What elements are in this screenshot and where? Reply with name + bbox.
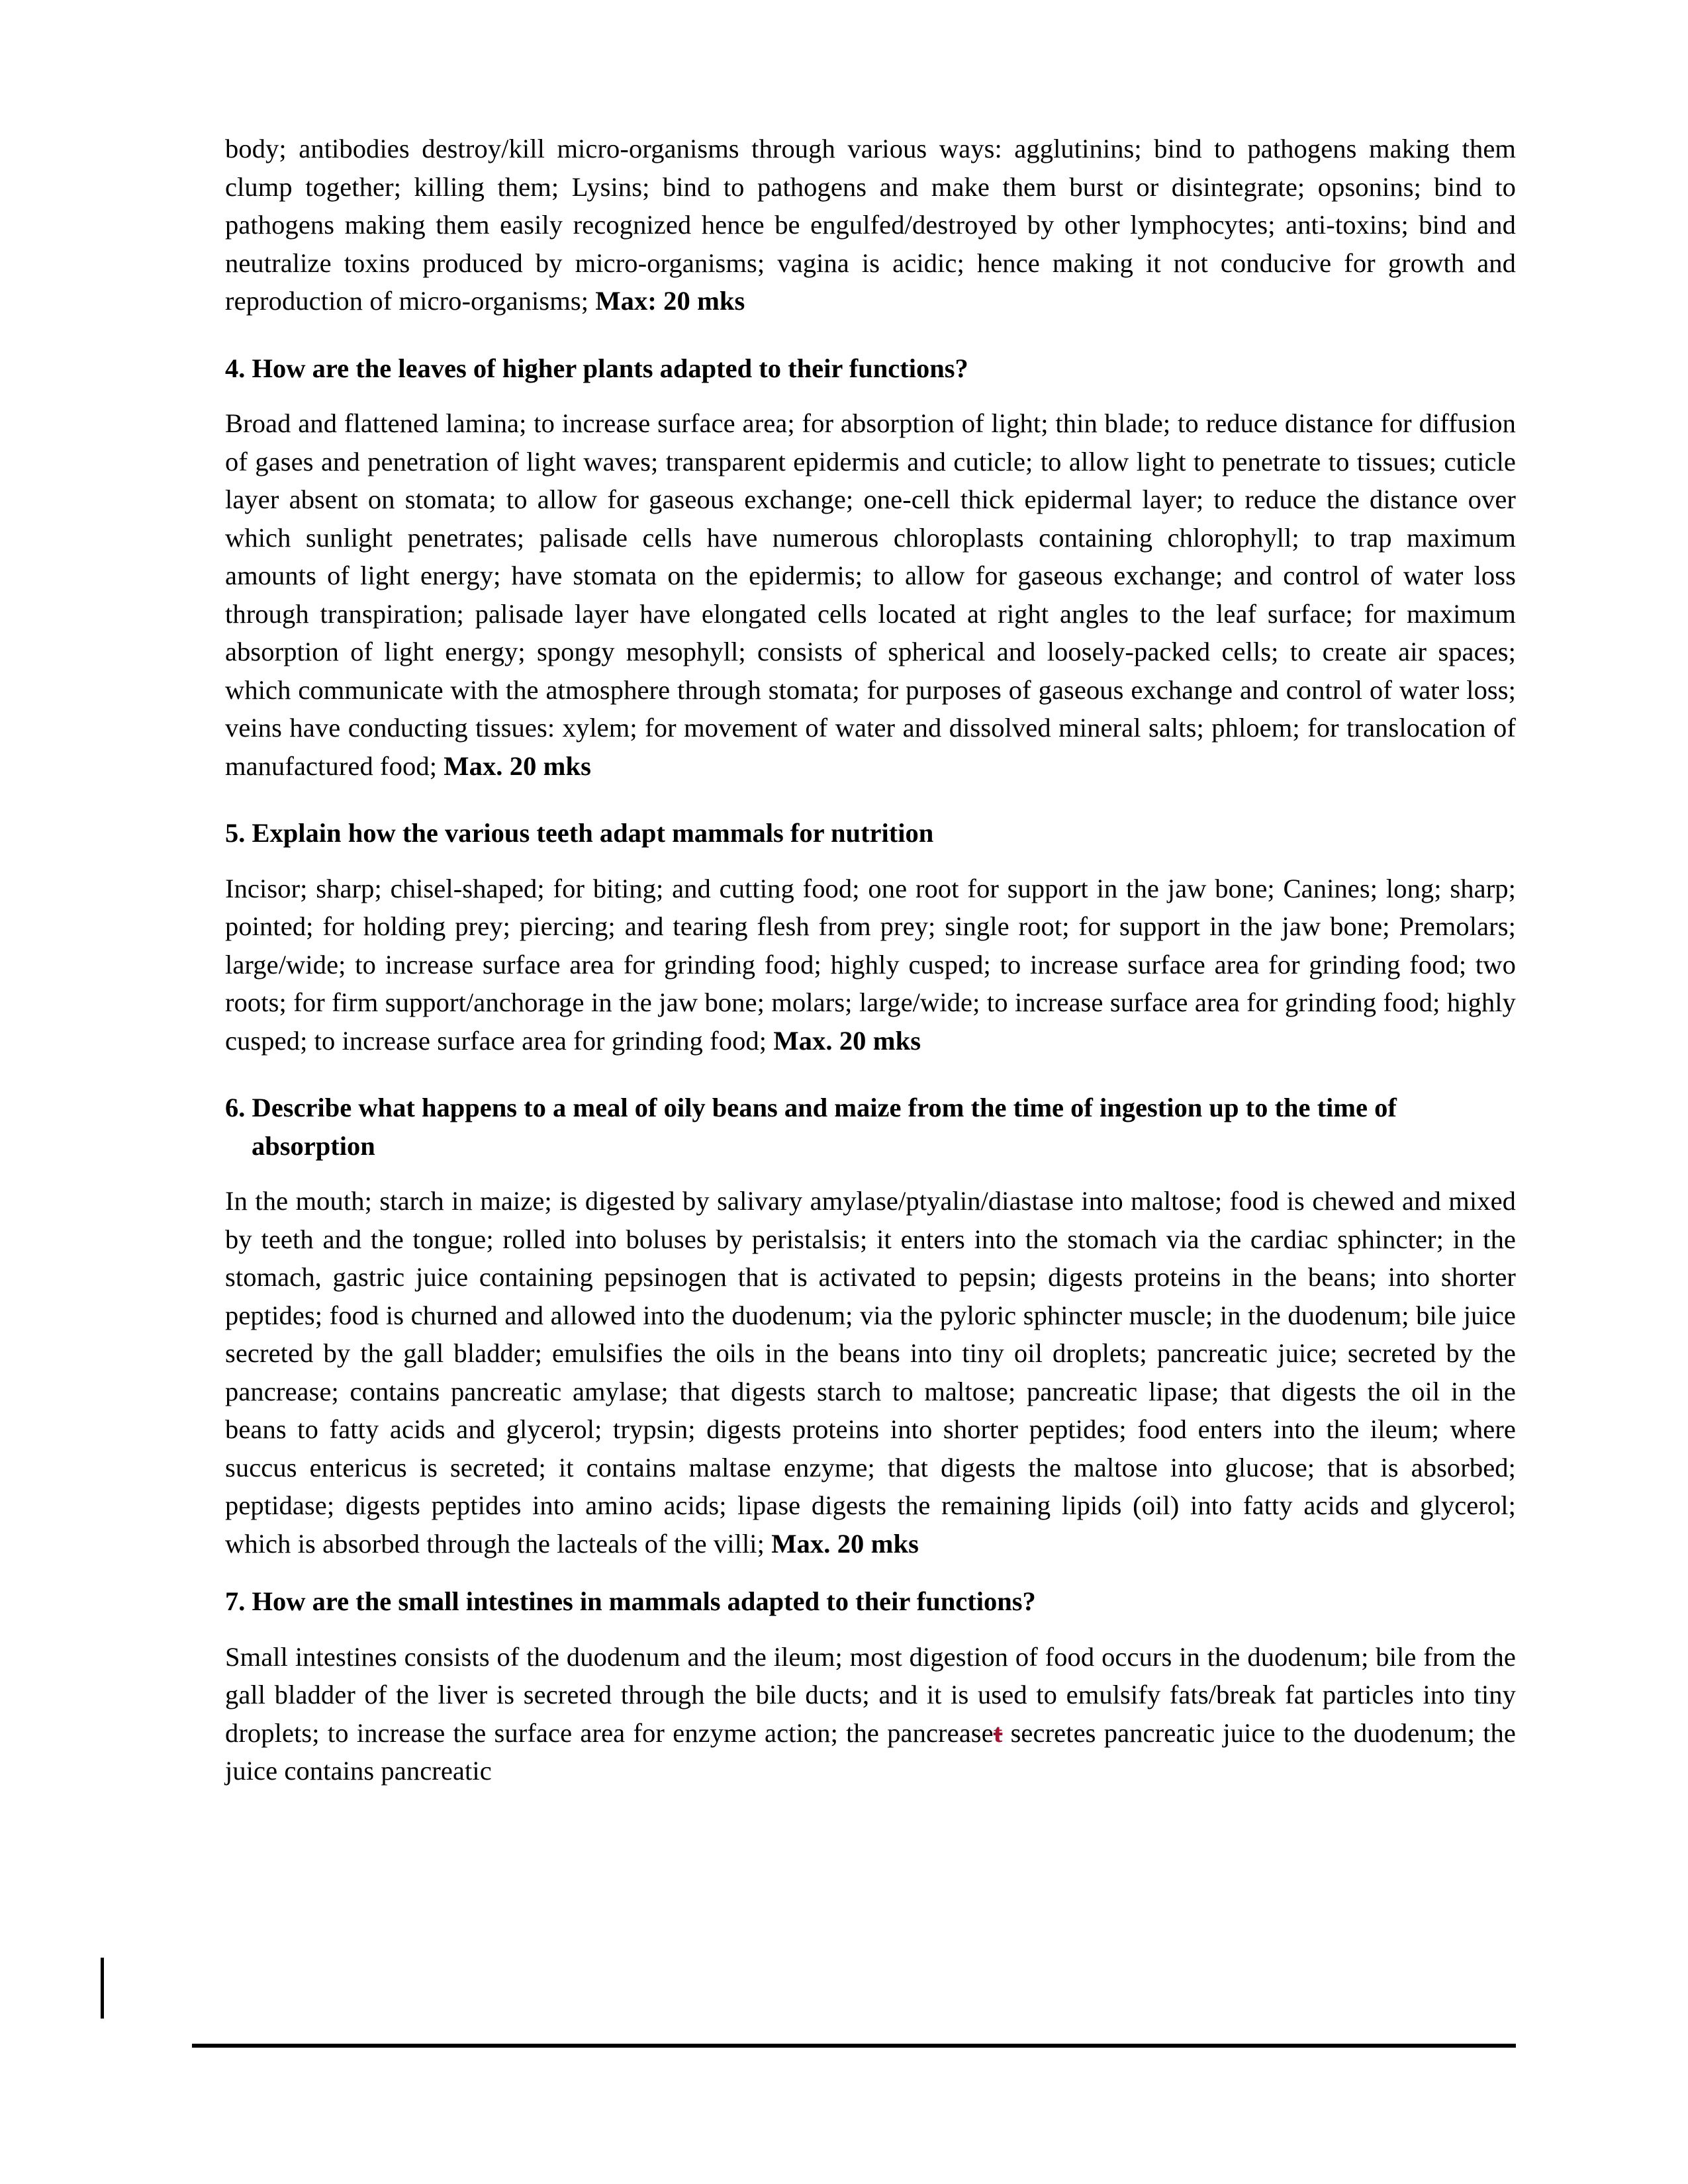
footer-separator-rule xyxy=(192,2044,1516,2048)
answer-paragraph-5 xyxy=(225,870,1516,1060)
answer-text-7-part1: Small intestines consists of the duodenum and the ileum; most digestion of food occurs in the duodenum; bile from the gall bladder of the liver is secreted through the bile ducts; and it is used to emulsify fats/break fat particles into tiny droplets; to increase the surface area for enzyme action; the pancrease xyxy=(225,1641,1516,1748)
answer-paragraph-6 xyxy=(225,1182,1516,1563)
tracked-deletion-mark: t xyxy=(993,1717,1003,1748)
answer-text-6: In the mouth; starch in maize; is digested by salivary amylase/ptyalin/diastase into maltose; food is chewed and mixed by teeth and the tongue; rolled into boluses by peristalsis; it enters into the stomach via the cardiac sphincter; in the stomach, gastric juice containing pepsinogen that is activated to pepsin; digests proteins in the beans; into shorter peptides; food is churned and allowed into the duodenum; via the pyloric sphincter muscle; in the duodenum; bile juice secreted by the gall bladder; emulsifies the oils in the beans into tiny oil droplets; pancreatic juice; secreted by the pancrease; contains pancreatic amylase; that digests starch to maltose; pancreatic lipase; that digests the oil in the beans to fatty acids and glycerol; trypsin; digests proteins into shorter peptides; food enters into the ileum; where succus entericus is secreted; it contains maltase enzyme; that digests the maltose into glucose; that is absorbed; peptidase; digests peptides into amino acids; lipase digests the remaining lipids (oil) into fatty acids and glycerol; which is absorbed through the lacteals of the villi; xyxy=(225,1186,1516,1559)
spacer xyxy=(225,1563,1516,1582)
answer-text-5: Incisor; sharp; chisel-shaped; for biting; and cutting food; one root for support in the jaw bone; Canines; long; sharp; pointed; for holding prey; piercing; and tearing flesh from prey; single root; for support in the jaw bone; Premolars; large/wide; to increase surface area for grinding food; highly cusped; to increase surface area for grinding food; two roots; for firm support/anchorage in the jaw bone; molars; large/wide; to increase surface area for grinding food; highly cusped; to increase surface area for grinding food; xyxy=(225,873,1516,1056)
marks-label: Max. 20 mks xyxy=(771,1528,919,1559)
spacer xyxy=(225,1621,1516,1638)
spacer xyxy=(225,387,1516,404)
spacer xyxy=(225,785,1516,814)
question-heading-4: 4. How are the leaves of higher plants adapted to their functions? xyxy=(225,353,968,383)
marks-label: Max: 20 mks xyxy=(595,286,745,316)
marks-label: Max. 20 mks xyxy=(773,1025,921,1056)
answer-paragraph-4 xyxy=(225,404,1516,785)
spacer xyxy=(225,1060,1516,1089)
spacer xyxy=(225,1165,1516,1182)
question-heading-7: 7. How are the small intestines in mammals adapted to their functions? xyxy=(225,1586,1036,1616)
paragraph-continued xyxy=(225,130,1516,320)
paragraph-continued-text: body; antibodies destroy/kill micro-organisms through various ways: agglutinins; bind to pathogens making them clump together; killing them; Lysins; bind to pathogens and make them burst or disintegrate; opsonins; bind to pathogens making them easily recognized hence be engulfed/destroyed by other lymphocytes; anti-toxins; bind and neutralize toxins produced by micro-organisms; vagina is acidic; hence making it not conducive for growth and reproduction of micro-organisms; xyxy=(225,134,1516,316)
document-body xyxy=(225,130,1516,1790)
question-heading-5: 5. Explain how the various teeth adapt mammals for nutrition xyxy=(225,818,934,848)
spacer xyxy=(225,852,1516,870)
answer-paragraph-7 xyxy=(225,1638,1516,1790)
tracked-change-bar xyxy=(101,1958,104,2019)
marks-label: Max. 20 mks xyxy=(444,751,592,781)
answer-text-7-part2: secretes pancreatic juice to the duodenum; the juice contains pancreatic xyxy=(225,1717,1516,1786)
question-heading-6: 6. Describe what happens to a meal of oily beans and maize from the time of ingestion up to the time of absorption xyxy=(225,1093,1397,1161)
answer-text-4: Broad and flattened lamina; to increase surface area; for absorption of light; thin blade; to reduce distance for diffusion of gases and penetration of light waves; transparent epidermis and cuticle; to allow light to penetrate to tissues; cuticle layer absent on stomata; to allow for gaseous exchange; one-cell thick epidermal layer; to reduce the distance over which sunlight penetrates; palisade cells have numerous chloroplasts containing chlorophyll; to trap maximum amounts of light energy; have stomata on the epidermis; to allow for gaseous exchange; and control of water loss through transpiration; palisade layer have elongated cells located at right angles to the leaf surface; for maximum absorption of light energy; spongy mesophyll; consists of spherical and loosely-packed cells; to create air spaces; which communicate with the atmosphere through stomata; for purposes of gaseous exchange and control of water loss; veins have conducting tissues: xylem; for movement of water and dissolved mineral salts; phloem; for translocation of manufactured food; xyxy=(225,408,1516,781)
spacer xyxy=(225,320,1516,349)
